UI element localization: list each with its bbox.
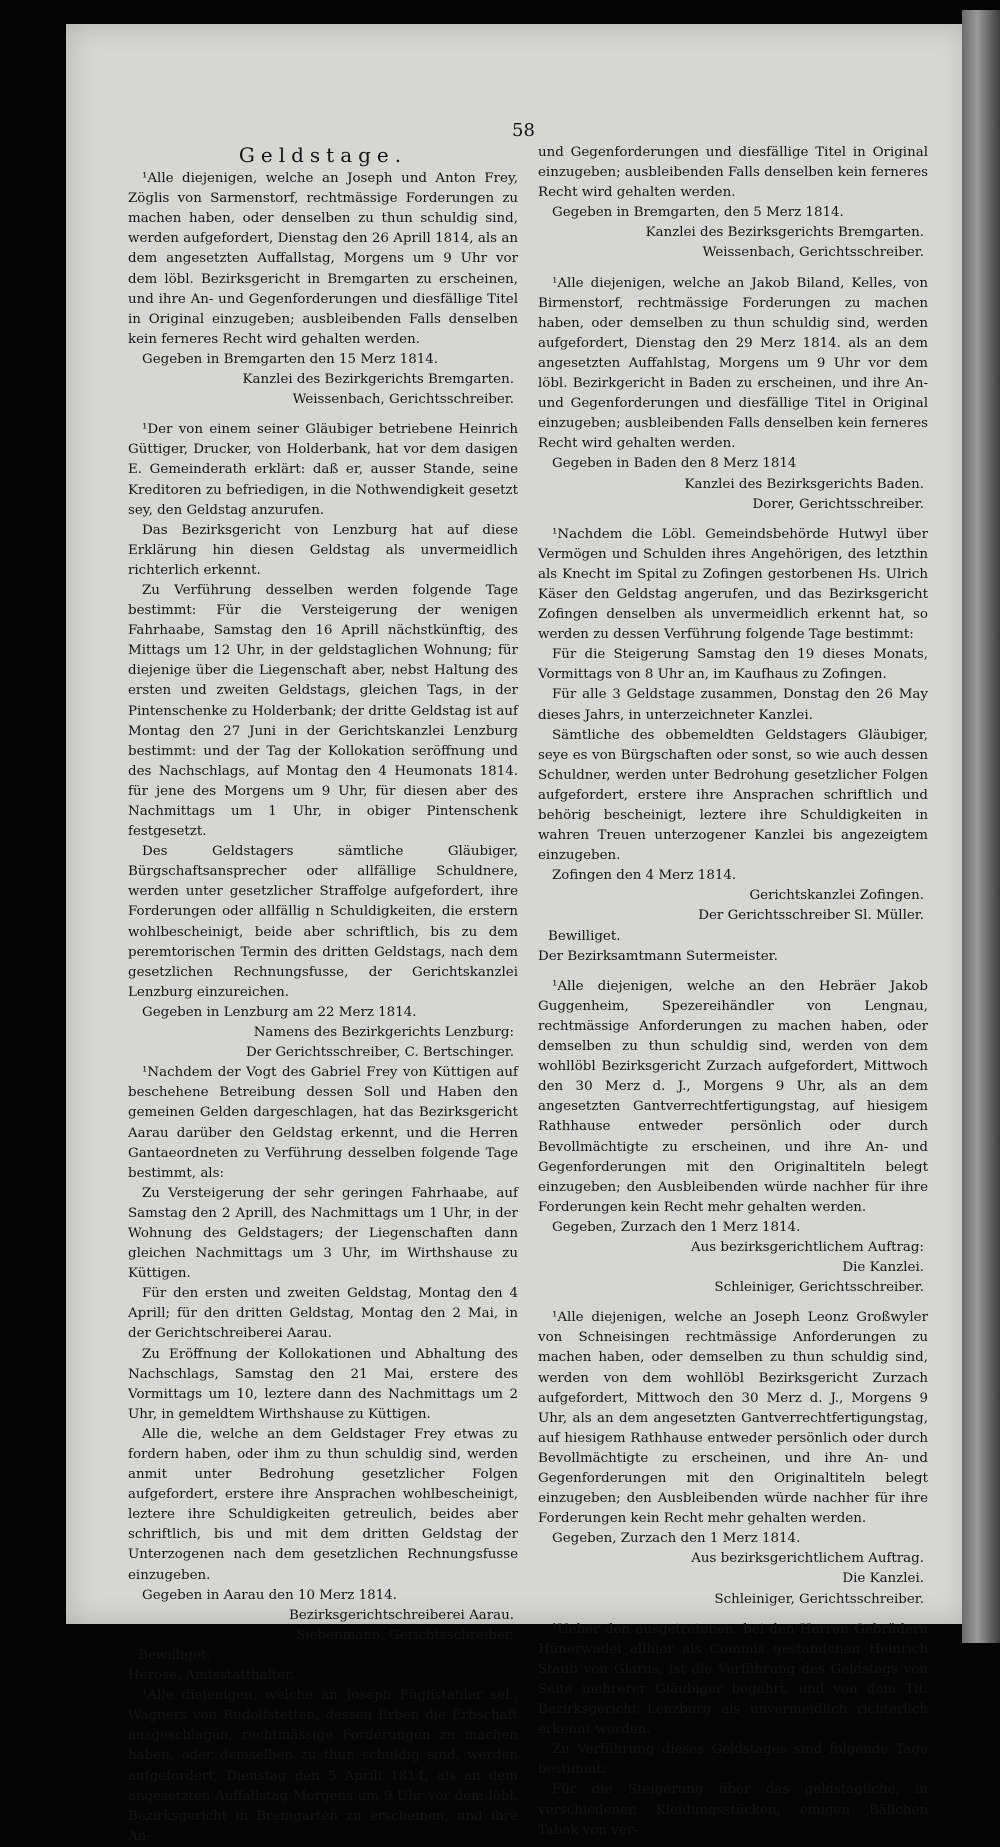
notice-signature: Die Kanzlei. — [842, 1260, 924, 1276]
notice-signature: Gerichtskanzlei Zofingen. — [749, 888, 924, 904]
notice-signature: Kanzlei des Bezirkgerichts Bremgarten. — [242, 372, 514, 388]
notice-signature: Weissenbach, Gerichtsschreiber. — [292, 392, 514, 408]
right-column — [538, 143, 928, 1841]
approval-signature: Herose, Amtsstatthalter. — [128, 1668, 295, 1684]
notice-paragraph: Zu Eröffnung der Kollokationen und Abhaltung des Nachschlags, Samstag den 21 Mai, erstere des Vormittags um 10, leztere dann des Nachmittags um 2 Uhr, in gemeldtem Wirthshause zu Küttigen. — [128, 1346, 518, 1422]
notice-paragraph: Sämtliche des obbemeldten Geldstagers Gläubiger, seye es von Bürgschaften oder sonst, so wie auch dessen Schuldner, werden unter Bedrohung gesetzlicher Folgen aufgefordert, erstere ihre Ansprachen schriftlich und behörig bescheinigt, leztere ihre Schuldigkeiten in wahren Treuen unterzogener Kanzlei bis angezeigtem einzugeben. — [538, 727, 928, 864]
notice-signature: Schleiniger, Gerichtsschreiber. — [714, 1591, 924, 1607]
notice-date: Gegeben in Bremgarten, den 5 Merz 1814. — [552, 205, 844, 221]
adjacent-page-edge — [962, 10, 1000, 1643]
notice-paragraph: ¹Nachdem die Löbl. Gemeindsbehörde Hutwyl über Vermögen und Schulden ihres Angehörigen, des letzthin als Knecht im Spital zu Zofingen gestorbenen Hs. Ulrich Käser den Geldstag angerufen, und das Bezirksgericht Zofingen denselben als unvermeidlich erkennt hat, so werden zu dessen Verführung folgende Tage bestimmt: — [538, 526, 928, 643]
approval-label: Bewilliget. — [548, 928, 621, 944]
notice-signature: Aus bezirksgerichtlichem Auftrag: — [691, 1239, 924, 1255]
notice-paragraph: ¹Ueber den ausgetretenen, bei den Herren Gebrüdern Hünerwadel allhier als Commis gestandenen Heinrich Staub von Glarus, ist die Verführung des Geldstags von Seite mehrerer Gläubiger begehrt, und von dem Tit. Bezirksgericht Lenzburg als unvermeidlich richterlich erkennt worden. — [538, 1621, 928, 1738]
approval-signature: Der Bezirksamtmann Sutermeister. — [538, 948, 778, 964]
notice-paragraph: ¹Nachdem der Vogt des Gabriel Frey von Küttigen auf beschehene Betreibung dessen Soll und Haben den gemeinen Gelden dargeschlagen, hat das Bezirksgericht Aarau darüber den Geldstag erkennt, und die Herren Gantaeordneten zu Verführung desselben folgende Tage bestimmt, als: — [128, 1065, 518, 1181]
notice-signature: Der Gerichtsschreiber Sl. Müller. — [698, 908, 924, 924]
notice-paragraph: Zu Verführung desselben werden folgende Tage bestimmt: Für die Versteigerung der wenigen Fahrhaabe, Samstag den 16 Aprill nächstkünftig, des Mittags um 12 Uhr, in der geldstaglichen Wohnung; für diejenige über die Liegenschaft aber, nebst Haltung des ersten und zweiten Geldstags, gleichen Tags, in der Pintenschenke zu Holderbank; der dritte Geldstag ist auf Montag den 27 Juni in der Gerichtskanzlei Lenzburg bestimmt: und der Tag der Kollokation seröffnung und des Nachschlags, auf Montag den 4 Heumonats 1814. für jene des Morgens um 9 Uhr, für diesen aber des Nachmittags um 1 Uhr, in obiger Pintenschenk festgesetzt. — [128, 582, 518, 840]
notice-date: Gegeben in Baden den 8 Merz 1814 — [552, 456, 797, 472]
notice-paragraph: Des Geldstagers sämtliche Gläubiger, Bürgschaftsansprecher oder allfällige Schuldnere, werden unter gesetzlicher Straffolge aufgefordert, ihre Forderungen oder allfällig n Schuldigkeiten, die erstern wohlbescheinigt, beide aber schriftlich, bis zu dem peremtorischen Termin des dritten Geldstags, nach dem gesetzlichen Rechnungsfusse, der Gerichtskanzlei Lenzburg einzureichen. — [128, 844, 518, 1000]
notice-signature: Siebenmann, Gerichtsschreiber. — [296, 1627, 514, 1643]
notice-paragraph: ¹Alle diejenigen, welche an den Hebräer Jakob Guggenheim, Spezereihändler von Lengnau, rechtmässige Anforderungen zu machen haben, oder demselben zu thun schuldig sind, werden von dem wohllöbl Bezirksgericht Zurzach aufgefordert, Mittwoch den 30 Merz d. J., Morgens 9 Uhr, als an dem angesetzten Gantverrechtfertigungstag, auf hiesigem Rathhause entweder persönlich oder durch Bevollmächtigte zu erscheinen, und ihre An- und Gegenforderungen mit den Originaltiteln belegt einzugeben; den Ausbleibenden würde nachher für ihre Forderungen kein Recht mehr gehalten werden. — [538, 978, 928, 1215]
notice-paragraph: Für alle 3 Geldstage zusammen, Donstag den 26 May dieses Jahrs, in unterzeichneter Kanzlei. — [538, 687, 928, 723]
notice-paragraph: ¹Alle diejenigen, welche an Joseph und Anton Frey, Zöglis von Sarmenstorf, rechtmässige Forderungen zu machen haben, oder denselben zu thun schuldig sind, werden aufgefordert, Dienstag den 26 Aprill 1814, als an dem angesetzten Auffallstag, Morgens um 9 Uhr vor dem löbl. Bezirksgericht in Bremgarten zu erscheinen, und ihre An- und Gegenforderungen und diesfällige Titel in Original einzugeben; ausbleibenden Falls denselben kein ferneres Recht wird gehalten werden. — [128, 171, 518, 347]
notice-signature: Weissenbach, Gerichtsschreiber. — [702, 245, 924, 261]
notice-paragraph: ¹Alle diejenigen, welche an Joseph Füglistahler sel., Wagners von Rudolfstetten, dessen Erben die Erbschaft ausgeschlagen, rechtmässige Forderungen zu machen haben, oder demselben zu thun schuldig sind, werden aufgefordert, Dienstag den 5 Aprill 1814, als an dem angesetzten Auffallstag Morgens um 9 Uhr vor dem löbl. Bezirksgericht in Bremgarten zu erscheinen, und ihre An- — [128, 1688, 518, 1844]
notice-paragraph: ¹Der von einem seiner Gläubiger betriebene Heinrich Güttiger, Drucker, von Holderbank, hat vor dem dasigen E. Gemeinderath erklärt: daß er, ausser Stande, seine Kreditoren zu befriedigen, in die Nothwendigkeit gesetzt sey, den Geldstag anzurufen. — [128, 422, 518, 518]
section-heading: Geldstage. — [238, 143, 408, 167]
notice-paragraph: Das Bezirksgericht von Lenzburg hat auf diese Erklärung hin diesen Geldstag als unvermeidlich richterlich erkennt. — [128, 522, 518, 578]
notice-paragraph: Alle die, welche an dem Geldstager Frey etwas zu fordern haben, oder ihm zu thun schuldig sind, werden anmit unter Bedrohung gesetzlicher Folgen aufgefordert, erstere ihre Ansprachen wohlbescheinigt, leztere ihre Schuldigkeiten getreulich, beides aber schriftlich, bis und mit dem dritten Geldstag der Unterzogenen nach dem gesetzlichen Rechnungsfusse einzugeben. — [128, 1426, 518, 1583]
notice-paragraph: Zu Verführung dieses Geldstages sind folgende Tage bestimmt: — [538, 1742, 928, 1778]
notice-signature: Die Kanzlei. — [842, 1571, 924, 1587]
notice-signature: Bezirksgerichtschreiberei Aarau. — [288, 1607, 514, 1623]
notice-date: Gegeben in Bremgarten den 15 Merz 1814. — [142, 351, 439, 367]
notice-date: Gegeben, Zurzach den 1 Merz 1814. — [552, 1219, 801, 1235]
notice-signature: Namens des Bezirkgerichts Lenzburg: — [253, 1025, 514, 1041]
notice-signature: Kanzlei des Bezirksgerichts Bremgarten. — [645, 225, 924, 241]
notice-paragraph: Zu Versteigerung der sehr geringen Fahrhaabe, auf Samstag den 2 Aprill, des Nachmittags um 1 Uhr, in der Wohnung des Geldstagers; der Liegenschaften dann gleichen Nachmittags um 3 Uhr, im Wirthshause zu Küttigen. — [128, 1185, 518, 1282]
notice-paragraph: und Gegenforderungen und diesfällige Titel in Original einzugeben; ausbleibenden Falls denselben kein ferneres Recht wird gehalten werden. — [538, 145, 928, 201]
notice-date: Gegeben, Zurzach den 1 Merz 1814. — [552, 1531, 801, 1547]
notice-signature: Aus bezirksgerichtlichem Auftrag. — [691, 1551, 924, 1567]
notice-paragraph: Für die Steigerung über das geldstagliche, in verschiedenen Kleidungsstücken, einigen Bällchen Tabak von ver- — [538, 1782, 928, 1838]
notice-signature: Dorer, Gerichtsschreiber. — [752, 496, 924, 512]
approval-label: Bewilliget. — [138, 1647, 211, 1663]
left-column — [128, 143, 518, 1847]
notice-paragraph: ¹Alle diejenigen, welche an Joseph Leonz Großwyler von Schneisingen rechtmässige Anforderungen zu machen haben, oder demselben zu thun schuldig sind, werden von dem wohllöbl Bezirksgericht Zurzach aufgefordert, Mittwoch den 30 Merz d. J., Morgens 9 Uhr, als an dem angesetzten Gantverrechtfertigungstag, auf hiesigem Rathhause entweder persönlich oder durch Bevollmächtigte zu erscheinen, und ihre An- und Gegenforderungen mit den Originaltiteln belegt einzugeben; den Ausbleibenden würde nachher für ihre Forderungen kein Recht mehr gehalten werden. — [538, 1310, 928, 1527]
notice-date: Zofingen den 4 Merz 1814. — [552, 868, 737, 884]
notice-paragraph: Für die Steigerung Samstag den 19 dieses Monats, Vormittags von 8 Uhr an, im Kaufhaus zu Zofingen. — [538, 647, 928, 683]
notice-paragraph: Für den ersten und zweiten Geldstag, Montag den 4 Aprill; für den dritten Geldstag, Montag den 2 Mai, in der Gerichtschreiberei Aarau. — [128, 1286, 518, 1342]
notice-signature: Kanzlei des Bezirksgerichts Baden. — [684, 476, 924, 492]
notice-signature: Der Gerichtsschreiber, C. Bertschinger. — [246, 1045, 514, 1061]
notice-date: Gegeben in Lenzburg am 22 Merz 1814. — [142, 1004, 417, 1020]
page-number: 58 — [512, 120, 535, 141]
notice-date: Gegeben in Aarau den 10 Merz 1814. — [142, 1587, 397, 1603]
notice-signature: Schleiniger, Gerichtsschreiber. — [714, 1280, 924, 1296]
notice-paragraph: ¹Alle diejenigen, welche an Jakob Biland, Kelles, von Birmenstorf, rechtmässige Forderungen zu machen haben, oder demselben zu thun schuldig sind, werden aufgefordert, Dienstag den 29 Merz 1814. als an dem angesetzten Auffahlstag, Morgens um 9 Uhr vor dem löbl. Bezirkgericht in Baden zu erscheinen, und ihre An- und Gegenforderungen und diesfällige Titel in Original einzugeben; ausbleibenden Falls denselben kein ferneres Recht wird gehalten werden. — [538, 275, 928, 452]
